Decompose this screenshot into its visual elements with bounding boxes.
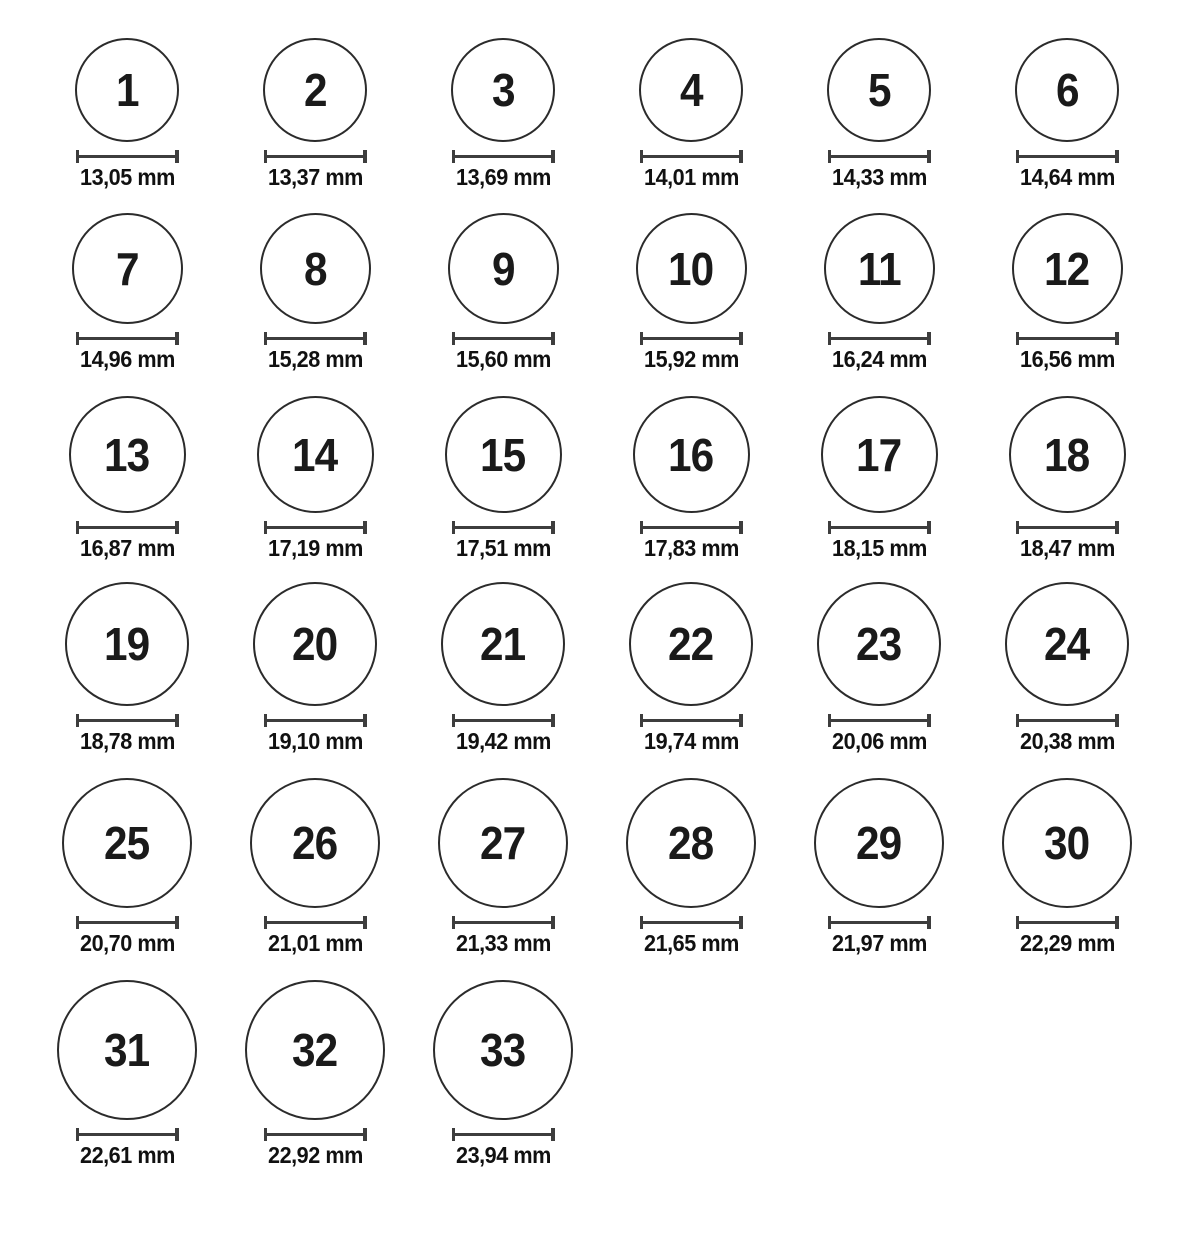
diameter-measure-line [1016, 521, 1119, 534]
diameter-measure-line [828, 521, 931, 534]
measure-bar [452, 526, 555, 529]
ring-size-cell [221, 980, 409, 1167]
diameter-measure-line [264, 332, 367, 345]
diameter-label: 15,60 mm [455, 346, 551, 372]
diameter-label: 21,97 mm [831, 930, 927, 956]
ring-size-cell [221, 778, 409, 955]
measure-tick-right-icon [551, 916, 555, 929]
measure-tick-right-icon [363, 150, 367, 163]
diameter-measure-line [1016, 150, 1119, 163]
measure-bar [264, 337, 367, 340]
ring-circle [817, 582, 941, 706]
chart-row [0, 980, 1200, 1167]
diameter-measure-line [640, 714, 743, 727]
ring-size-number: 23 [856, 618, 902, 670]
measure-bar [76, 1133, 179, 1136]
ring-size-number: 22 [668, 618, 714, 670]
measure-tick-right-icon [175, 714, 179, 727]
diameter-measure-line [828, 150, 931, 163]
ring-circle [441, 582, 565, 706]
measure-tick-right-icon [1115, 714, 1119, 727]
measure-bar [640, 155, 743, 158]
ring-size-number: 6 [1055, 64, 1079, 116]
ring-size-cell [785, 396, 973, 560]
ring-circle [245, 980, 385, 1120]
ring-size-cell [409, 396, 597, 560]
measure-bar [452, 337, 555, 340]
ring-circle [639, 38, 743, 142]
diameter-measure-line [640, 916, 743, 929]
ring-size-cell [33, 396, 221, 560]
ring-size-number: 11 [857, 242, 901, 295]
ring-size-number: 1 [115, 64, 139, 116]
ring-size-cell [33, 582, 221, 753]
diameter-measure-line [264, 714, 367, 727]
measure-bar [640, 526, 743, 529]
ring-size-number: 15 [480, 428, 526, 481]
ring-size-number: 17 [856, 428, 902, 481]
ring-size-number: 5 [867, 64, 891, 116]
measure-bar [264, 719, 367, 722]
diameter-label: 21,33 mm [455, 930, 551, 956]
diameter-measure-line [640, 521, 743, 534]
diameter-measure-line [452, 332, 555, 345]
ring-circle [62, 778, 192, 908]
diameter-measure-line [828, 332, 931, 345]
ring-circle [448, 213, 559, 324]
measure-tick-right-icon [175, 521, 179, 534]
diameter-measure-line [1016, 332, 1119, 345]
measure-tick-right-icon [739, 714, 743, 727]
chart-row [0, 778, 1200, 955]
ring-size-number: 19 [104, 618, 150, 670]
ring-size-number: 31 [104, 1024, 150, 1076]
ring-size-cell [785, 38, 973, 189]
measure-tick-right-icon [927, 916, 931, 929]
diameter-measure-line [452, 150, 555, 163]
measure-bar [640, 719, 743, 722]
ring-size-cell [33, 213, 221, 371]
ring-size-number: 14 [292, 428, 338, 481]
ring-circle [75, 38, 179, 142]
ring-size-cell [409, 778, 597, 955]
diameter-measure-line [76, 521, 179, 534]
diameter-label: 20,70 mm [79, 930, 175, 956]
measure-bar [1016, 921, 1119, 924]
measure-bar [264, 526, 367, 529]
ring-size-cell [33, 778, 221, 955]
ring-size-cell [973, 778, 1161, 955]
measure-tick-right-icon [363, 714, 367, 727]
diameter-label: 18,15 mm [831, 535, 927, 561]
diameter-label: 22,92 mm [267, 1142, 363, 1168]
diameter-measure-line [1016, 714, 1119, 727]
ring-circle [451, 38, 555, 142]
diameter-label: 16,87 mm [79, 535, 175, 561]
diameter-measure-line [76, 1128, 179, 1141]
measure-bar [76, 921, 179, 924]
measure-tick-right-icon [175, 1128, 179, 1141]
ring-size-number: 30 [1044, 817, 1090, 869]
measure-bar [828, 719, 931, 722]
diameter-label: 13,69 mm [455, 164, 551, 190]
diameter-measure-line [452, 521, 555, 534]
diameter-label: 14,64 mm [1019, 164, 1115, 190]
diameter-label: 19,74 mm [643, 728, 739, 754]
measure-bar [76, 719, 179, 722]
measure-tick-right-icon [551, 332, 555, 345]
ring-size-number: 8 [303, 242, 327, 295]
ring-size-cell [785, 778, 973, 955]
ring-circle [1012, 213, 1123, 324]
ring-size-number: 10 [668, 242, 714, 295]
measure-bar [1016, 155, 1119, 158]
ring-size-cell [597, 396, 785, 560]
ring-circle [253, 582, 377, 706]
chart-row [0, 213, 1200, 371]
diameter-label: 14,96 mm [79, 346, 175, 372]
ring-size-number: 32 [292, 1024, 338, 1076]
measure-tick-right-icon [551, 150, 555, 163]
ring-size-number: 20 [292, 618, 338, 670]
diameter-label: 20,38 mm [1019, 728, 1115, 754]
ring-circle [814, 778, 944, 908]
ring-circle [433, 980, 573, 1120]
ring-circle [250, 778, 380, 908]
measure-tick-right-icon [739, 332, 743, 345]
ring-circle [72, 213, 183, 324]
diameter-measure-line [828, 916, 931, 929]
ring-circle [824, 213, 935, 324]
ring-size-cell [973, 213, 1161, 371]
diameter-label: 14,33 mm [831, 164, 927, 190]
ring-size-cell [597, 778, 785, 955]
diameter-label: 19,10 mm [267, 728, 363, 754]
measure-tick-right-icon [175, 332, 179, 345]
diameter-label: 13,37 mm [267, 164, 363, 190]
measure-bar [452, 1133, 555, 1136]
diameter-label: 20,06 mm [831, 728, 927, 754]
ring-size-cell [409, 213, 597, 371]
diameter-measure-line [1016, 916, 1119, 929]
measure-tick-right-icon [1115, 521, 1119, 534]
ring-size-number: 7 [115, 242, 139, 295]
measure-bar [452, 921, 555, 924]
ring-size-number: 28 [668, 817, 714, 869]
diameter-measure-line [452, 714, 555, 727]
ring-circle [827, 38, 931, 142]
chart-row [0, 396, 1200, 560]
ring-size-number: 18 [1044, 428, 1090, 481]
diameter-label: 18,78 mm [79, 728, 175, 754]
diameter-label: 16,24 mm [831, 346, 927, 372]
measure-tick-right-icon [739, 916, 743, 929]
diameter-label: 15,92 mm [643, 346, 739, 372]
diameter-label: 21,01 mm [267, 930, 363, 956]
ring-size-number: 4 [679, 64, 703, 116]
ring-circle [633, 396, 750, 513]
diameter-measure-line [264, 916, 367, 929]
measure-bar [452, 155, 555, 158]
ring-size-cell [973, 38, 1161, 189]
measure-bar [76, 155, 179, 158]
diameter-label: 17,83 mm [643, 535, 739, 561]
ring-size-cell [221, 38, 409, 189]
measure-tick-right-icon [175, 150, 179, 163]
ring-circle [626, 778, 756, 908]
diameter-label: 21,65 mm [643, 930, 739, 956]
measure-bar [264, 921, 367, 924]
diameter-label: 14,01 mm [643, 164, 739, 190]
ring-circle [263, 38, 367, 142]
ring-size-cell [973, 396, 1161, 560]
measure-bar [640, 921, 743, 924]
measure-tick-right-icon [927, 714, 931, 727]
diameter-label: 17,51 mm [455, 535, 551, 561]
measure-tick-right-icon [551, 521, 555, 534]
measure-tick-right-icon [739, 150, 743, 163]
measure-tick-right-icon [175, 916, 179, 929]
diameter-label: 23,94 mm [455, 1142, 551, 1168]
measure-bar [264, 1133, 367, 1136]
ring-size-number: 13 [104, 428, 150, 481]
ring-size-cell [221, 396, 409, 560]
ring-size-cell [221, 582, 409, 753]
diameter-measure-line [76, 150, 179, 163]
measure-bar [76, 337, 179, 340]
measure-tick-right-icon [363, 521, 367, 534]
ring-size-cell [409, 38, 597, 189]
chart-row [0, 582, 1200, 753]
ring-size-number: 9 [491, 242, 515, 295]
measure-tick-right-icon [1115, 916, 1119, 929]
ring-size-cell [409, 980, 597, 1167]
diameter-measure-line [452, 916, 555, 929]
ring-size-cell [33, 980, 221, 1167]
measure-bar [1016, 526, 1119, 529]
diameter-measure-line [264, 150, 367, 163]
ring-circle [1015, 38, 1119, 142]
ring-size-cell [597, 213, 785, 371]
measure-tick-right-icon [363, 916, 367, 929]
diameter-measure-line [264, 521, 367, 534]
measure-bar [452, 719, 555, 722]
measure-tick-right-icon [551, 1128, 555, 1141]
ring-circle [445, 396, 562, 513]
measure-tick-right-icon [927, 521, 931, 534]
ring-size-number: 29 [856, 817, 902, 869]
diameter-measure-line [76, 714, 179, 727]
ring-size-cell [409, 582, 597, 753]
ring-size-number: 21 [480, 618, 526, 670]
ring-circle [636, 213, 747, 324]
ring-size-number: 3 [491, 64, 515, 116]
measure-tick-right-icon [927, 150, 931, 163]
ring-size-number: 12 [1044, 242, 1090, 295]
measure-bar [828, 155, 931, 158]
ring-size-cell [221, 213, 409, 371]
ring-circle [69, 396, 186, 513]
diameter-label: 22,61 mm [79, 1142, 175, 1168]
diameter-label: 17,19 mm [267, 535, 363, 561]
ring-circle [1002, 778, 1132, 908]
measure-tick-right-icon [1115, 332, 1119, 345]
ring-circle [257, 396, 374, 513]
ring-size-number: 25 [104, 817, 150, 869]
diameter-measure-line [640, 150, 743, 163]
diameter-label: 19,42 mm [455, 728, 551, 754]
ring-circle [65, 582, 189, 706]
measure-bar [828, 337, 931, 340]
ring-size-cell [785, 213, 973, 371]
measure-tick-right-icon [363, 332, 367, 345]
diameter-label: 22,29 mm [1019, 930, 1115, 956]
measure-tick-right-icon [927, 332, 931, 345]
ring-size-cell [597, 582, 785, 753]
ring-size-chart [0, 38, 1200, 1238]
measure-bar [1016, 719, 1119, 722]
measure-bar [76, 526, 179, 529]
measure-bar [828, 526, 931, 529]
diameter-measure-line [452, 1128, 555, 1141]
measure-tick-right-icon [551, 714, 555, 727]
ring-size-number: 24 [1044, 618, 1090, 670]
measure-bar [264, 155, 367, 158]
ring-size-cell [785, 582, 973, 753]
diameter-label: 15,28 mm [267, 346, 363, 372]
measure-bar [1016, 337, 1119, 340]
ring-circle [260, 213, 371, 324]
ring-circle [1005, 582, 1129, 706]
diameter-measure-line [76, 916, 179, 929]
ring-size-cell [973, 582, 1161, 753]
ring-size-number: 33 [480, 1024, 526, 1076]
ring-size-number: 26 [292, 817, 338, 869]
ring-size-number: 2 [303, 64, 327, 116]
measure-tick-right-icon [739, 521, 743, 534]
ring-circle [57, 980, 197, 1120]
measure-tick-right-icon [1115, 150, 1119, 163]
diameter-measure-line [264, 1128, 367, 1141]
diameter-measure-line [828, 714, 931, 727]
diameter-label: 13,05 mm [79, 164, 175, 190]
measure-bar [828, 921, 931, 924]
ring-circle [1009, 396, 1126, 513]
diameter-label: 18,47 mm [1019, 535, 1115, 561]
measure-tick-right-icon [363, 1128, 367, 1141]
ring-circle [821, 396, 938, 513]
diameter-measure-line [76, 332, 179, 345]
ring-size-number: 16 [668, 428, 714, 481]
ring-size-number: 27 [480, 817, 526, 869]
ring-size-cell [33, 38, 221, 189]
chart-row [0, 38, 1200, 189]
measure-bar [640, 337, 743, 340]
ring-circle [629, 582, 753, 706]
ring-size-cell [597, 38, 785, 189]
diameter-label: 16,56 mm [1019, 346, 1115, 372]
ring-circle [438, 778, 568, 908]
diameter-measure-line [640, 332, 743, 345]
